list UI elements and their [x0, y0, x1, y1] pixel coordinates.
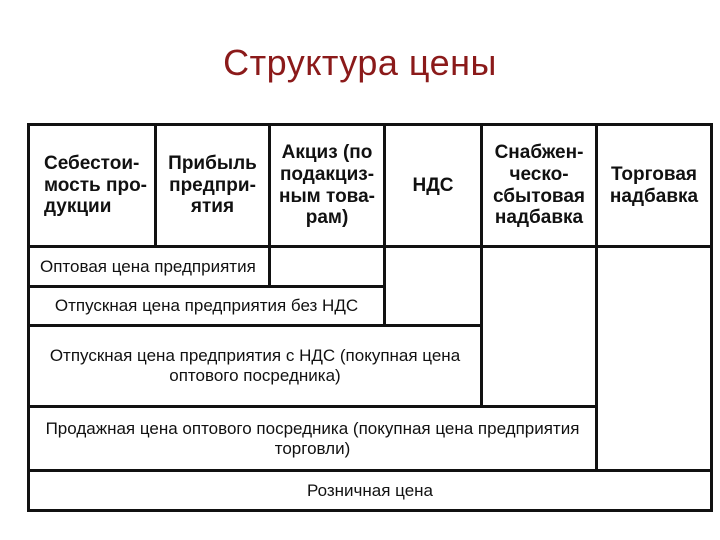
column-trade-markup: Торговая надбавка — [595, 123, 713, 248]
slide-title: Структура цены — [223, 42, 497, 83]
column-excise: Акциз (по подакциз- ным това- рам) — [268, 123, 386, 248]
row-release-price-no-vat: Отпускная цена предприятия без НДС — [27, 285, 386, 327]
empty-cell-supply-col — [480, 245, 598, 408]
column-profit: Прибыль предпри- ятия — [154, 123, 271, 248]
row-wholesale-intermediary-price: Продажная цена оптового посредника (покупная цена предприятия торговли) — [27, 405, 598, 472]
column-cost: Себестои- мость про- дукции — [27, 123, 157, 248]
column-supply-markup: Снабжен- ческо- сбытовая надбавка — [480, 123, 598, 248]
row-release-price-with-vat: Отпускная цена предприятия с НДС (покупная цена оптового посредника) — [27, 324, 483, 408]
empty-cell-trade-col — [595, 245, 713, 472]
column-vat: НДС — [383, 123, 483, 248]
row-wholesale-price: Оптовая цена предприятия — [27, 245, 271, 288]
row-retail-price: Розничная цена — [27, 469, 713, 512]
empty-cell-vat-col — [383, 245, 483, 327]
